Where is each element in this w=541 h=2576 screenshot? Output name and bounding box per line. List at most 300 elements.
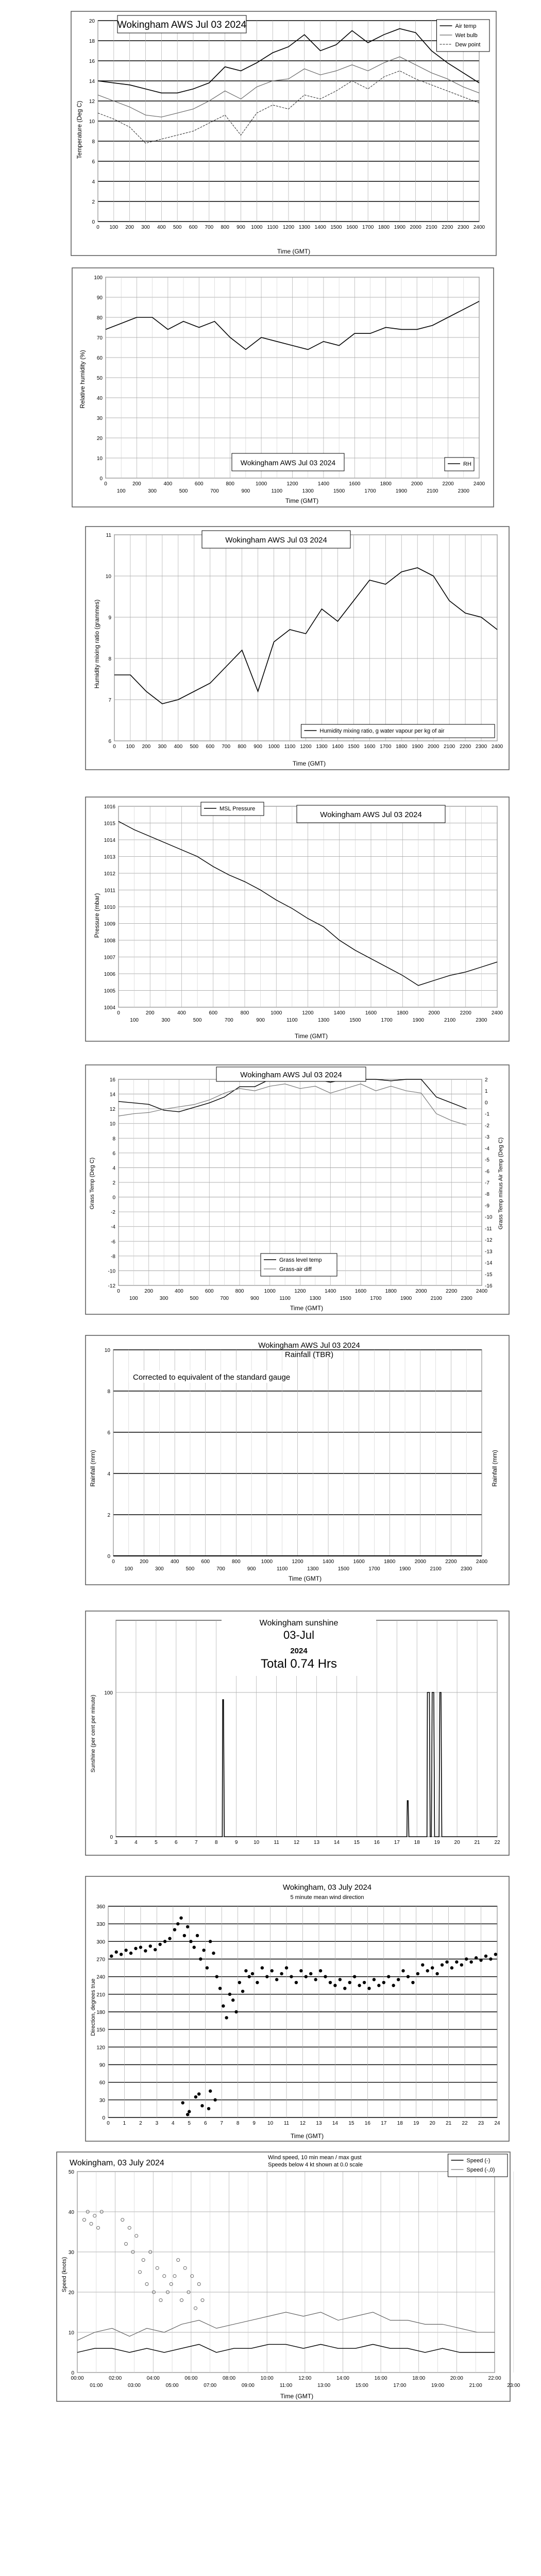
wind-dir-panel xyxy=(0,1875,541,2143)
temperature-ytick-label: 16 xyxy=(89,59,95,64)
sunshine-xtick-label: 11 xyxy=(274,1840,279,1845)
sunshine-xtick-label: 17 xyxy=(394,1840,400,1845)
temperature-xtick-label: 800 xyxy=(221,225,230,230)
grass-y2tick-label: 1 xyxy=(485,1089,488,1095)
wind-speed-subtitle-1: Wind speed, 10 min mean / max gust xyxy=(268,2155,362,2161)
humidity-ylabel: Relative humidity (%) xyxy=(79,350,86,409)
wind-dir-point xyxy=(305,1975,308,1978)
pressure-xtick-label: 1000 xyxy=(270,1010,282,1016)
sunshine-xtick-label: 4 xyxy=(134,1840,138,1845)
wind_dir-ytick-label: 240 xyxy=(96,1974,105,1980)
wind_dir-xtick-label: 24 xyxy=(494,2121,500,2126)
humidity-xtick-label: 1700 xyxy=(364,488,376,494)
humidity-panel xyxy=(0,267,541,509)
wind-dir-point xyxy=(200,2104,204,2107)
wind_dir-xtick-label: 8 xyxy=(236,2121,240,2126)
sunshine-xtick-label: 15 xyxy=(353,1840,360,1845)
wind-dir-point xyxy=(215,1975,218,1978)
temperature-xtick-label: 1100 xyxy=(267,225,278,230)
mixing-xtick-label: 2000 xyxy=(428,744,439,750)
wind-dir-point xyxy=(149,1944,152,1947)
grass-ytick-label: 16 xyxy=(109,1077,115,1083)
wind-dir-point xyxy=(261,1966,264,1969)
grass-ytick-label: -4 xyxy=(111,1224,115,1230)
humidity-ytick-label: 20 xyxy=(96,436,103,442)
wind-dir-point xyxy=(199,1957,202,1960)
grass-xtick-label: 700 xyxy=(220,1296,229,1301)
wind-dir-point xyxy=(265,1975,268,1978)
pressure-ytick-label: 1004 xyxy=(104,1005,115,1011)
mixing-legend xyxy=(301,724,495,738)
wind_dir-xtick-label: 19 xyxy=(413,2121,419,2126)
wind-dir-point xyxy=(407,1975,410,1978)
wind_dir-xtick-label: 21 xyxy=(446,2121,452,2126)
sunshine-year: 2024 xyxy=(290,1647,308,1655)
wind-dir-point xyxy=(222,2004,225,2007)
sunshine-xtick-label: 6 xyxy=(175,1840,178,1845)
wind-dir-point xyxy=(494,1953,497,1956)
wind-dir-point xyxy=(110,1955,113,1958)
wind-dir-point xyxy=(120,1953,123,1956)
wind-dir-point xyxy=(238,1981,241,1984)
temperature-ytick-label: 20 xyxy=(89,19,95,24)
mixing-xtick-label: 800 xyxy=(238,744,247,750)
grass-y2tick-label: -4 xyxy=(485,1146,489,1152)
wind_dir-xtick-label: 10 xyxy=(267,2121,274,2126)
wind-dir-point xyxy=(431,1966,434,1969)
wind-speed-title: Wokingham, 03 July 2024 xyxy=(70,2159,164,2167)
wind_speed-xtick-label: 05:00 xyxy=(165,2383,179,2388)
grass-ytick-label: 14 xyxy=(109,1092,115,1098)
pressure-xtick-label: 1300 xyxy=(318,1018,330,1023)
humidity-legend xyxy=(445,457,474,471)
grass-legend-label: Grass-air diff xyxy=(279,1266,312,1273)
grass-ytick-label: -10 xyxy=(108,1268,115,1275)
grass-ytick-label: 2 xyxy=(112,1180,115,1186)
pressure-xtick-label: 1900 xyxy=(412,1018,424,1023)
mixing-xtick-label: 1100 xyxy=(284,744,296,750)
sunshine-ylabel: Sunshine (per cent per minute) xyxy=(90,1694,96,1773)
temperature-legend xyxy=(437,20,490,52)
wind_dir-xtick-label: 9 xyxy=(252,2121,256,2126)
sunshine-xtick-label: 21 xyxy=(474,1840,480,1845)
wind_dir-xtick-label: 15 xyxy=(348,2121,354,2126)
wind_speed-xtick-label: 12:00 xyxy=(298,2376,312,2381)
wind-dir-point xyxy=(489,1957,492,1960)
wind_dir-xtick-label: 11 xyxy=(283,2121,290,2126)
wind-dir-point xyxy=(129,1952,132,1955)
wind-dir-point xyxy=(333,1984,336,1987)
wind_speed-xtick-label: 13:00 xyxy=(317,2383,331,2388)
wind-dir-point xyxy=(173,1928,176,1931)
rainfall-ytick-label: 0 xyxy=(107,1554,110,1560)
wind-dir-point xyxy=(299,1969,302,1972)
rainfall-title: Wokingham AWS Jul 03 2024 xyxy=(258,1341,360,1350)
sunshine-xtick-label: 12 xyxy=(293,1840,300,1845)
grass-legend xyxy=(261,1253,337,1276)
sunshine-xtick-label: 22 xyxy=(494,1840,500,1845)
grass-xtick-label: 1500 xyxy=(340,1296,351,1301)
grass-ytick-label: -6 xyxy=(111,1239,115,1245)
grass-y2tick-label: -14 xyxy=(485,1260,493,1266)
humidity-xtick-label: 2400 xyxy=(473,481,485,487)
wind-speed-panel xyxy=(0,2151,541,2403)
wind_speed-xtick-label: 21:00 xyxy=(469,2383,482,2388)
humidity-xtick-label: 600 xyxy=(194,481,204,487)
pressure-xtick-label: 1500 xyxy=(349,1018,361,1023)
rainfall-xtick-label: 500 xyxy=(185,1566,195,1572)
wind-dir-point xyxy=(358,1984,361,1987)
temperature-xtick-label: 1700 xyxy=(362,225,374,230)
wind_speed-ytick-label: 20 xyxy=(68,2290,74,2296)
wind-dir-point xyxy=(353,1975,356,1978)
temperature-panel xyxy=(0,10,541,258)
wind-dir-point xyxy=(270,1969,274,1972)
wind-dir-point xyxy=(401,1969,404,1972)
wind_speed-legend-label: Speed (-) xyxy=(466,2158,491,2164)
mixing-chart xyxy=(0,524,541,772)
humidity-title: Wokingham AWS Jul 03 2024 xyxy=(240,459,336,467)
sunshine-xtick-label: 13 xyxy=(313,1840,320,1845)
temperature-xtick-label: 1900 xyxy=(394,225,405,230)
rainfall-xtick-label: 700 xyxy=(216,1566,225,1572)
rainfall-xtick-label: 900 xyxy=(247,1566,256,1572)
pressure-xtick-label: 1600 xyxy=(365,1010,377,1016)
wind_dir-ytick-label: 0 xyxy=(102,2115,105,2121)
temperature-xtick-label: 900 xyxy=(236,225,245,230)
grass-y2tick-label: 0 xyxy=(485,1100,488,1106)
temperature-xtick-label: 0 xyxy=(96,225,99,230)
wind-dir-point xyxy=(225,2016,228,2019)
wind-dir-point xyxy=(189,1940,192,1943)
grass-y2tick-label: -9 xyxy=(485,1203,489,1209)
wind-dir-point xyxy=(280,1972,283,1975)
wind-dir-point xyxy=(115,1951,118,1954)
pressure-ytick-label: 1011 xyxy=(104,888,115,894)
grass-xtick-label: 2300 xyxy=(461,1296,472,1301)
pressure-xtick-label: 1100 xyxy=(286,1018,298,1023)
wind_speed-xtick-label: 22:00 xyxy=(488,2376,501,2381)
wind-dir-point xyxy=(158,1943,161,1946)
rainfall-ytick-label: 8 xyxy=(107,1389,110,1395)
wind_dir-xtick-label: 17 xyxy=(381,2121,387,2126)
sunshine-xtick-label: 5 xyxy=(155,1840,158,1845)
temperature-ytick-label: 4 xyxy=(92,179,95,185)
grass-y2tick-label: -11 xyxy=(485,1226,492,1232)
pressure-ytick-label: 1014 xyxy=(104,838,115,843)
grass-y2tick-label: -2 xyxy=(485,1123,489,1129)
temperature-xtick-label: 2100 xyxy=(426,225,437,230)
grass-y2tick-label: -3 xyxy=(485,1134,489,1141)
temperature-xtick-label: 300 xyxy=(141,225,150,230)
pressure-xtick-label: 900 xyxy=(256,1018,265,1023)
wind-speed-grid xyxy=(69,2170,520,2388)
sunshine-subtitle: 03-Jul xyxy=(283,1629,314,1641)
mixing-legend-label: Humidity mixing ratio, g water vapour per kg of air xyxy=(319,728,445,734)
wind_dir-xtick-label: 1 xyxy=(123,2121,126,2126)
grass-y2tick-label: -1 xyxy=(485,1111,489,1117)
temperature-xtick-label: 400 xyxy=(157,225,166,230)
rainfall-xtick-label: 1800 xyxy=(384,1559,396,1565)
humidity-xtick-label: 200 xyxy=(132,481,141,487)
rainfall-xtick-label: 1600 xyxy=(353,1559,365,1565)
grass-ytick-label: -2 xyxy=(111,1210,115,1216)
rainfall-ytick-label: 6 xyxy=(107,1430,110,1436)
grass-ytick-label: 12 xyxy=(109,1107,115,1113)
wind_speed-xtick-label: 19:00 xyxy=(431,2383,445,2388)
pressure-title: Wokingham AWS Jul 03 2024 xyxy=(320,810,422,819)
grass-xtick-label: 800 xyxy=(235,1289,244,1294)
wind_dir-ytick-label: 180 xyxy=(96,2010,105,2015)
wind_speed-xtick-label: 18:00 xyxy=(412,2376,426,2381)
wind-dir-point xyxy=(212,1952,215,1955)
pressure-ytick-label: 1008 xyxy=(104,938,115,944)
wind_speed-xtick-label: 01:00 xyxy=(90,2383,103,2388)
grass-y2tick-label: -7 xyxy=(485,1180,489,1186)
rainfall-ytick-label: 2 xyxy=(107,1513,110,1518)
rainfall-xtick-label: 1300 xyxy=(307,1566,319,1572)
grass-ytick-label: 8 xyxy=(112,1136,115,1142)
wind-dir-point xyxy=(469,1960,472,1963)
humidity-legend-label: RH xyxy=(463,461,471,467)
wind-dir-point xyxy=(285,1966,288,1969)
mixing-xtick-label: 2200 xyxy=(459,744,471,750)
wind-dir-point xyxy=(228,1993,231,1996)
rainfall-xtick-label: 0 xyxy=(112,1559,115,1565)
temperature-xtick-label: 2000 xyxy=(410,225,421,230)
temperature-xtick-label: 1800 xyxy=(378,225,390,230)
pressure-xlabel: Time (GMT) xyxy=(294,1032,328,1040)
rainfall-xtick-label: 200 xyxy=(140,1559,148,1565)
pressure-xtick-label: 1800 xyxy=(397,1010,409,1016)
temperature-xtick-label: 1400 xyxy=(314,225,326,230)
pressure-legend xyxy=(201,802,264,816)
humidity-xtick-label: 400 xyxy=(163,481,173,487)
wind-dir-point xyxy=(163,1940,166,1943)
grass-y2tick-label: 2 xyxy=(485,1077,488,1083)
wind-dir-point xyxy=(377,1984,380,1987)
wind-dir-point xyxy=(202,1948,205,1952)
wind_speed-xtick-label: 16:00 xyxy=(374,2376,387,2381)
humidity-ytick-label: 10 xyxy=(96,456,103,462)
grass-xtick-label: 2000 xyxy=(415,1289,427,1294)
wind-dir-point xyxy=(231,1998,234,2002)
temperature-ytick-label: 18 xyxy=(89,39,95,44)
grass-panel xyxy=(0,1064,541,1316)
wind-dir-ylabel: Direction, degrees true xyxy=(90,1978,96,2036)
wind-dir-point xyxy=(176,1922,179,1925)
wind-dir-point xyxy=(144,1949,147,1952)
grass-chart xyxy=(0,1064,541,1316)
wind_dir-xtick-label: 20 xyxy=(429,2121,435,2126)
mixing-xtick-label: 2100 xyxy=(444,744,455,750)
mixing-panel xyxy=(0,524,541,772)
grass-xtick-label: 200 xyxy=(144,1289,154,1294)
wind-dir-point xyxy=(421,1963,424,1967)
grass-ytick-label: 0 xyxy=(112,1195,115,1201)
temperature-xtick-label: 200 xyxy=(125,225,134,230)
wind-dir-point xyxy=(275,1978,278,1981)
grass-ytick-label: 4 xyxy=(112,1165,115,1172)
rainfall-xtick-label: 1200 xyxy=(292,1559,303,1565)
wind_dir-ytick-label: 150 xyxy=(96,2027,105,2033)
wind_dir-ytick-label: 300 xyxy=(96,1939,105,1945)
grass-y2tick-label: -6 xyxy=(485,1168,489,1175)
grass-xtick-label: 1100 xyxy=(279,1296,291,1301)
grass-ytick-label: -8 xyxy=(111,1253,115,1260)
grass-y2label: Grass Temp minus Air Temp (Deg C) xyxy=(498,1137,504,1230)
wind-dir-point xyxy=(179,1917,182,1920)
wind-dir-point xyxy=(244,1969,247,1972)
wind_dir-ytick-label: 60 xyxy=(99,2080,105,2086)
humidity-xtick-label: 900 xyxy=(241,488,250,494)
grass-xtick-label: 100 xyxy=(129,1296,138,1301)
temperature-xtick-label: 100 xyxy=(109,225,119,230)
wind-dir-point xyxy=(209,1940,212,1943)
pressure-ytick-label: 1005 xyxy=(104,988,115,994)
wind_speed-xtick-label: 04:00 xyxy=(146,2376,160,2381)
mixing-xtick-label: 400 xyxy=(174,744,183,750)
mixing-xtick-label: 200 xyxy=(142,744,151,750)
wind-dir-point xyxy=(206,1966,209,1969)
rainfall-subtitle: Rainfall (TBR) xyxy=(284,1350,334,1359)
grass-xtick-label: 1000 xyxy=(264,1289,276,1294)
humidity-xtick-label: 100 xyxy=(116,488,126,494)
humidity-ytick-label: 80 xyxy=(96,315,103,321)
sunshine-xtick-label: 9 xyxy=(234,1840,238,1845)
wind-dir-point xyxy=(479,1959,482,1962)
sunshine-total: Total 0.74 Hrs xyxy=(260,1657,337,1671)
wind_speed-ytick-label: 40 xyxy=(68,2210,74,2215)
humidity-xtick-label: 2000 xyxy=(411,481,423,487)
wind-dir-point xyxy=(256,1981,259,1984)
grass-xtick-label: 1900 xyxy=(400,1296,412,1301)
grass-y2tick-label: -15 xyxy=(485,1272,493,1278)
grass-xtick-label: 1600 xyxy=(354,1289,367,1294)
sunshine-xtick-label: 20 xyxy=(454,1840,460,1845)
sunshine-title: Wokingham sunshine xyxy=(259,1619,339,1628)
pressure-xtick-label: 1200 xyxy=(302,1010,314,1016)
wind-dir-point xyxy=(339,1978,342,1981)
sunshine-xtick-label: 18 xyxy=(414,1840,420,1845)
wind-dir-point xyxy=(186,1925,189,1928)
wind_speed-legend-label: Speed (-,0) xyxy=(466,2167,495,2173)
mixing-xtick-label: 2300 xyxy=(475,744,487,750)
grass-ylabel: Grass Temp (Deg C) xyxy=(89,1157,95,1210)
pressure-xtick-label: 500 xyxy=(193,1018,202,1023)
wind-dir-point xyxy=(186,2113,189,2116)
grass-xtick-label: 1300 xyxy=(309,1296,321,1301)
wind-dir-point xyxy=(441,1963,444,1967)
rainfall-xtick-label: 1100 xyxy=(276,1566,288,1572)
sunshine-xtick-label: 19 xyxy=(434,1840,440,1845)
mixing-ytick-label: 11 xyxy=(106,533,111,538)
wind_dir-xtick-label: 13 xyxy=(316,2121,322,2126)
pressure-ylabel: Pressure (mbar) xyxy=(93,893,100,938)
humidity-ytick-label: 70 xyxy=(96,335,103,341)
rainfall-chart xyxy=(0,1334,541,1587)
mixing-xtick-label: 2400 xyxy=(491,744,503,750)
grass-y2tick-label: -10 xyxy=(485,1214,493,1221)
mixing-title: Wokingham AWS Jul 03 2024 xyxy=(225,536,327,545)
grass-y2tick-label: -5 xyxy=(485,1157,489,1163)
humidity-ytick-label: 100 xyxy=(94,275,103,281)
humidity-ytick-label: 60 xyxy=(96,355,103,361)
wind_dir-xtick-label: 0 xyxy=(107,2121,110,2126)
grass-title: Wokingham AWS Jul 03 2024 xyxy=(240,1071,342,1079)
humidity-xtick-label: 500 xyxy=(179,488,188,494)
grass-xtick-label: 2100 xyxy=(430,1296,442,1301)
grass-xtick-label: 2200 xyxy=(446,1289,458,1294)
rainfall-ytick-label: 4 xyxy=(107,1471,110,1477)
wind_dir-ytick-label: 90 xyxy=(99,2062,105,2069)
rainfall-xtick-label: 1400 xyxy=(322,1559,334,1565)
humidity-ytick-label: 50 xyxy=(96,376,103,381)
sunshine-panel xyxy=(0,1610,541,1857)
humidity-xtick-label: 300 xyxy=(148,488,157,494)
wind-dir-point xyxy=(251,1972,254,1975)
pressure-panel xyxy=(0,796,541,1043)
rainfall-xtick-label: 100 xyxy=(124,1566,133,1572)
pressure-ytick-label: 1006 xyxy=(104,972,115,977)
rainfall-xtick-label: 1900 xyxy=(399,1566,411,1572)
pressure-xtick-label: 600 xyxy=(209,1010,218,1016)
wind-dir-point xyxy=(392,1984,395,1987)
humidity-ytick-label: 0 xyxy=(99,476,103,482)
wind_speed-xtick-label: 15:00 xyxy=(355,2383,368,2388)
wind-dir-point xyxy=(382,1981,385,1984)
grass-xtick-label: 500 xyxy=(190,1296,199,1301)
temperature-ytick-label: 8 xyxy=(92,139,95,145)
wind_dir-xtick-label: 18 xyxy=(397,2121,403,2126)
wind-speed-legend xyxy=(448,2154,508,2177)
rainfall-xtick-label: 800 xyxy=(231,1559,241,1565)
humidity-ytick-label: 90 xyxy=(96,295,103,301)
wind-dir-point xyxy=(475,1956,478,1959)
grass-xtick-label: 900 xyxy=(250,1296,259,1301)
sunshine-chart xyxy=(0,1610,541,1857)
wind_speed-xtick-label: 14:00 xyxy=(336,2376,349,2381)
rainfall-xtick-label: 2300 xyxy=(461,1566,472,1572)
temperature-ytick-label: 6 xyxy=(92,159,95,165)
wind-speed-ylabel: Speed (knots) xyxy=(61,2257,67,2293)
grass-y2tick-label: -8 xyxy=(485,1192,489,1198)
wind-dir-point xyxy=(411,1981,414,1984)
rainfall-xtick-label: 2100 xyxy=(430,1566,442,1572)
grass-xtick-label: 0 xyxy=(117,1289,120,1294)
mixing-ytick-label: 7 xyxy=(108,698,111,703)
humidity-xlabel: Time (GMT) xyxy=(285,497,319,504)
mixing-xtick-label: 700 xyxy=(222,744,231,750)
mixing-xtick-label: 300 xyxy=(158,744,167,750)
pressure-chart xyxy=(0,796,541,1043)
wind-dir-point xyxy=(188,2110,191,2113)
wind-dir-point xyxy=(247,1975,250,1978)
wind-dir-point xyxy=(426,1969,429,1972)
wind_dir-ytick-label: 270 xyxy=(96,1957,105,1963)
wind-dir-point xyxy=(309,1972,312,1975)
sunshine-xtick-label: 8 xyxy=(214,1840,218,1845)
wind-dir-point xyxy=(154,1948,157,1951)
pressure-xtick-label: 1400 xyxy=(333,1010,345,1016)
mixing-xtick-label: 0 xyxy=(113,744,116,750)
mixing-xtick-label: 500 xyxy=(190,744,199,750)
wind-dir-chart xyxy=(0,1875,541,2143)
wind_speed-xtick-label: 23:00 xyxy=(507,2383,520,2388)
rainfall-ytick-label: 10 xyxy=(104,1348,110,1353)
temperature-xtick-label: 1600 xyxy=(346,225,358,230)
temperature-title: Wokingham AWS Jul 03 2024 xyxy=(117,20,247,30)
